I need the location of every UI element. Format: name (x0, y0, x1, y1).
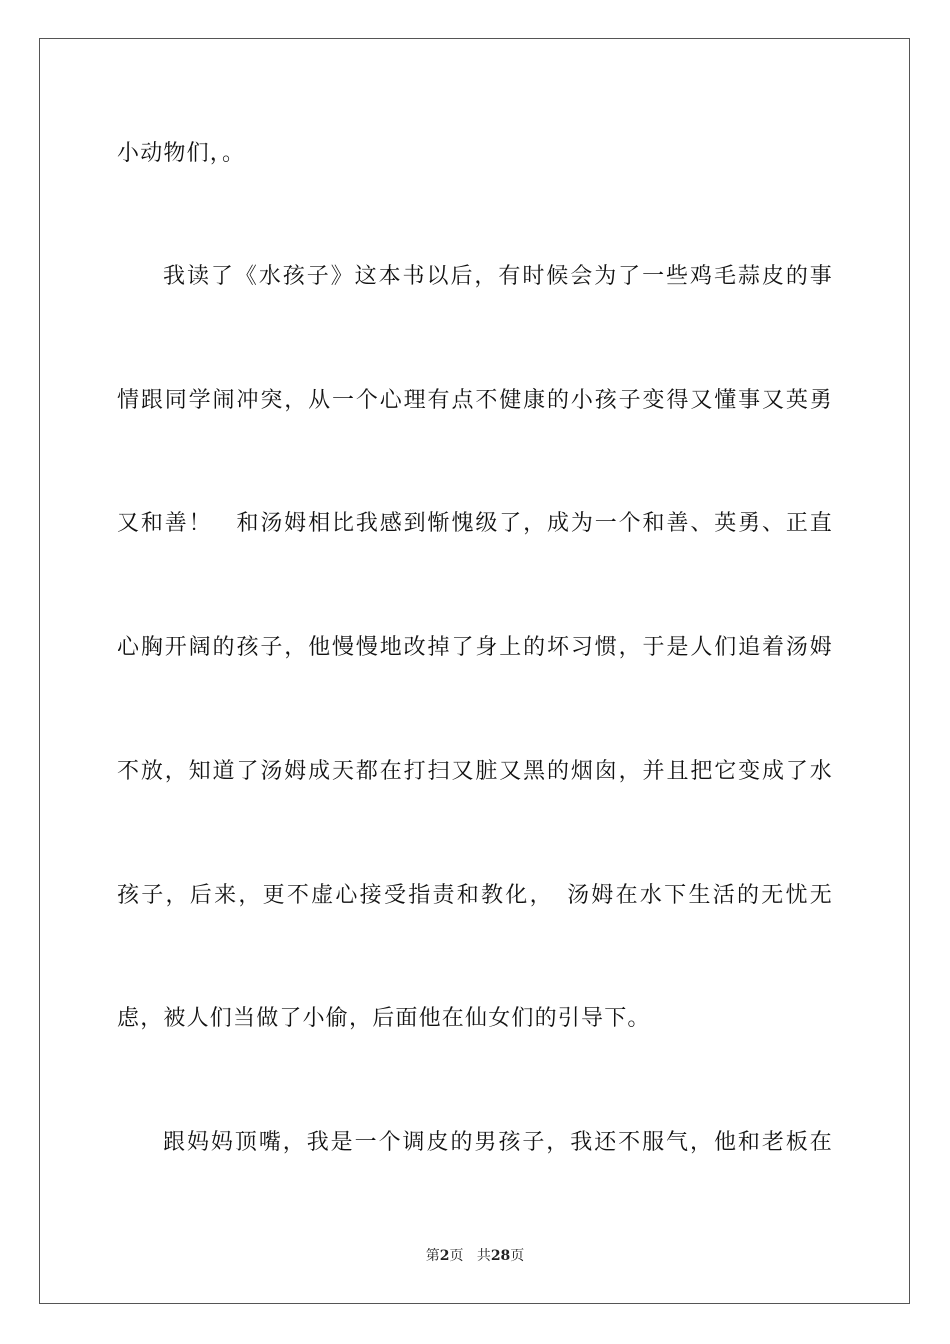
body-line-3: 情跟同学闹冲突，从一个心理有点不健康的小孩子变得又懂事又英勇 (117, 388, 833, 413)
footer-total-suffix: 页 (510, 1248, 525, 1264)
body-line-7: 孩子，后来，更不虚心接受指责和教化， 汤姆在水下生活的无忧无 (117, 883, 833, 908)
page-border (39, 38, 910, 1304)
body-line-9: 跟妈妈顶嘴，我是一个调皮的男孩子，我还不服气，他和老板在 (163, 1130, 833, 1155)
body-line-6: 不放，知道了汤姆成天都在打扫又脏又黑的烟囱，并且把它变成了水 (117, 759, 833, 784)
page-footer (0, 1247, 950, 1265)
body-line-8: 虑，被人们当做了小偷，后面他在仙女们的引导下。 (117, 1006, 651, 1031)
footer-total-prefix: 共 (476, 1248, 491, 1264)
footer-total-pages: 28 (490, 1248, 511, 1264)
body-line-1: 小动物们，。 (117, 141, 246, 166)
body-line-5: 心胸开阔的孩子，他慢慢地改掉了身上的坏习惯，于是人们追着汤姆 (117, 635, 833, 660)
footer-page-prefix: 第 (425, 1248, 440, 1264)
footer-page-number: 2 (439, 1248, 450, 1264)
body-line-4: 又和善！ 和汤姆相比我感到惭愧级了，成为一个和善、英勇、正直 (117, 511, 833, 536)
footer-page-suffix: 页 (449, 1248, 464, 1264)
body-line-2: 我读了《水孩子》这本书以后，有时候会为了一些鸡毛蒜皮的事 (163, 264, 833, 289)
